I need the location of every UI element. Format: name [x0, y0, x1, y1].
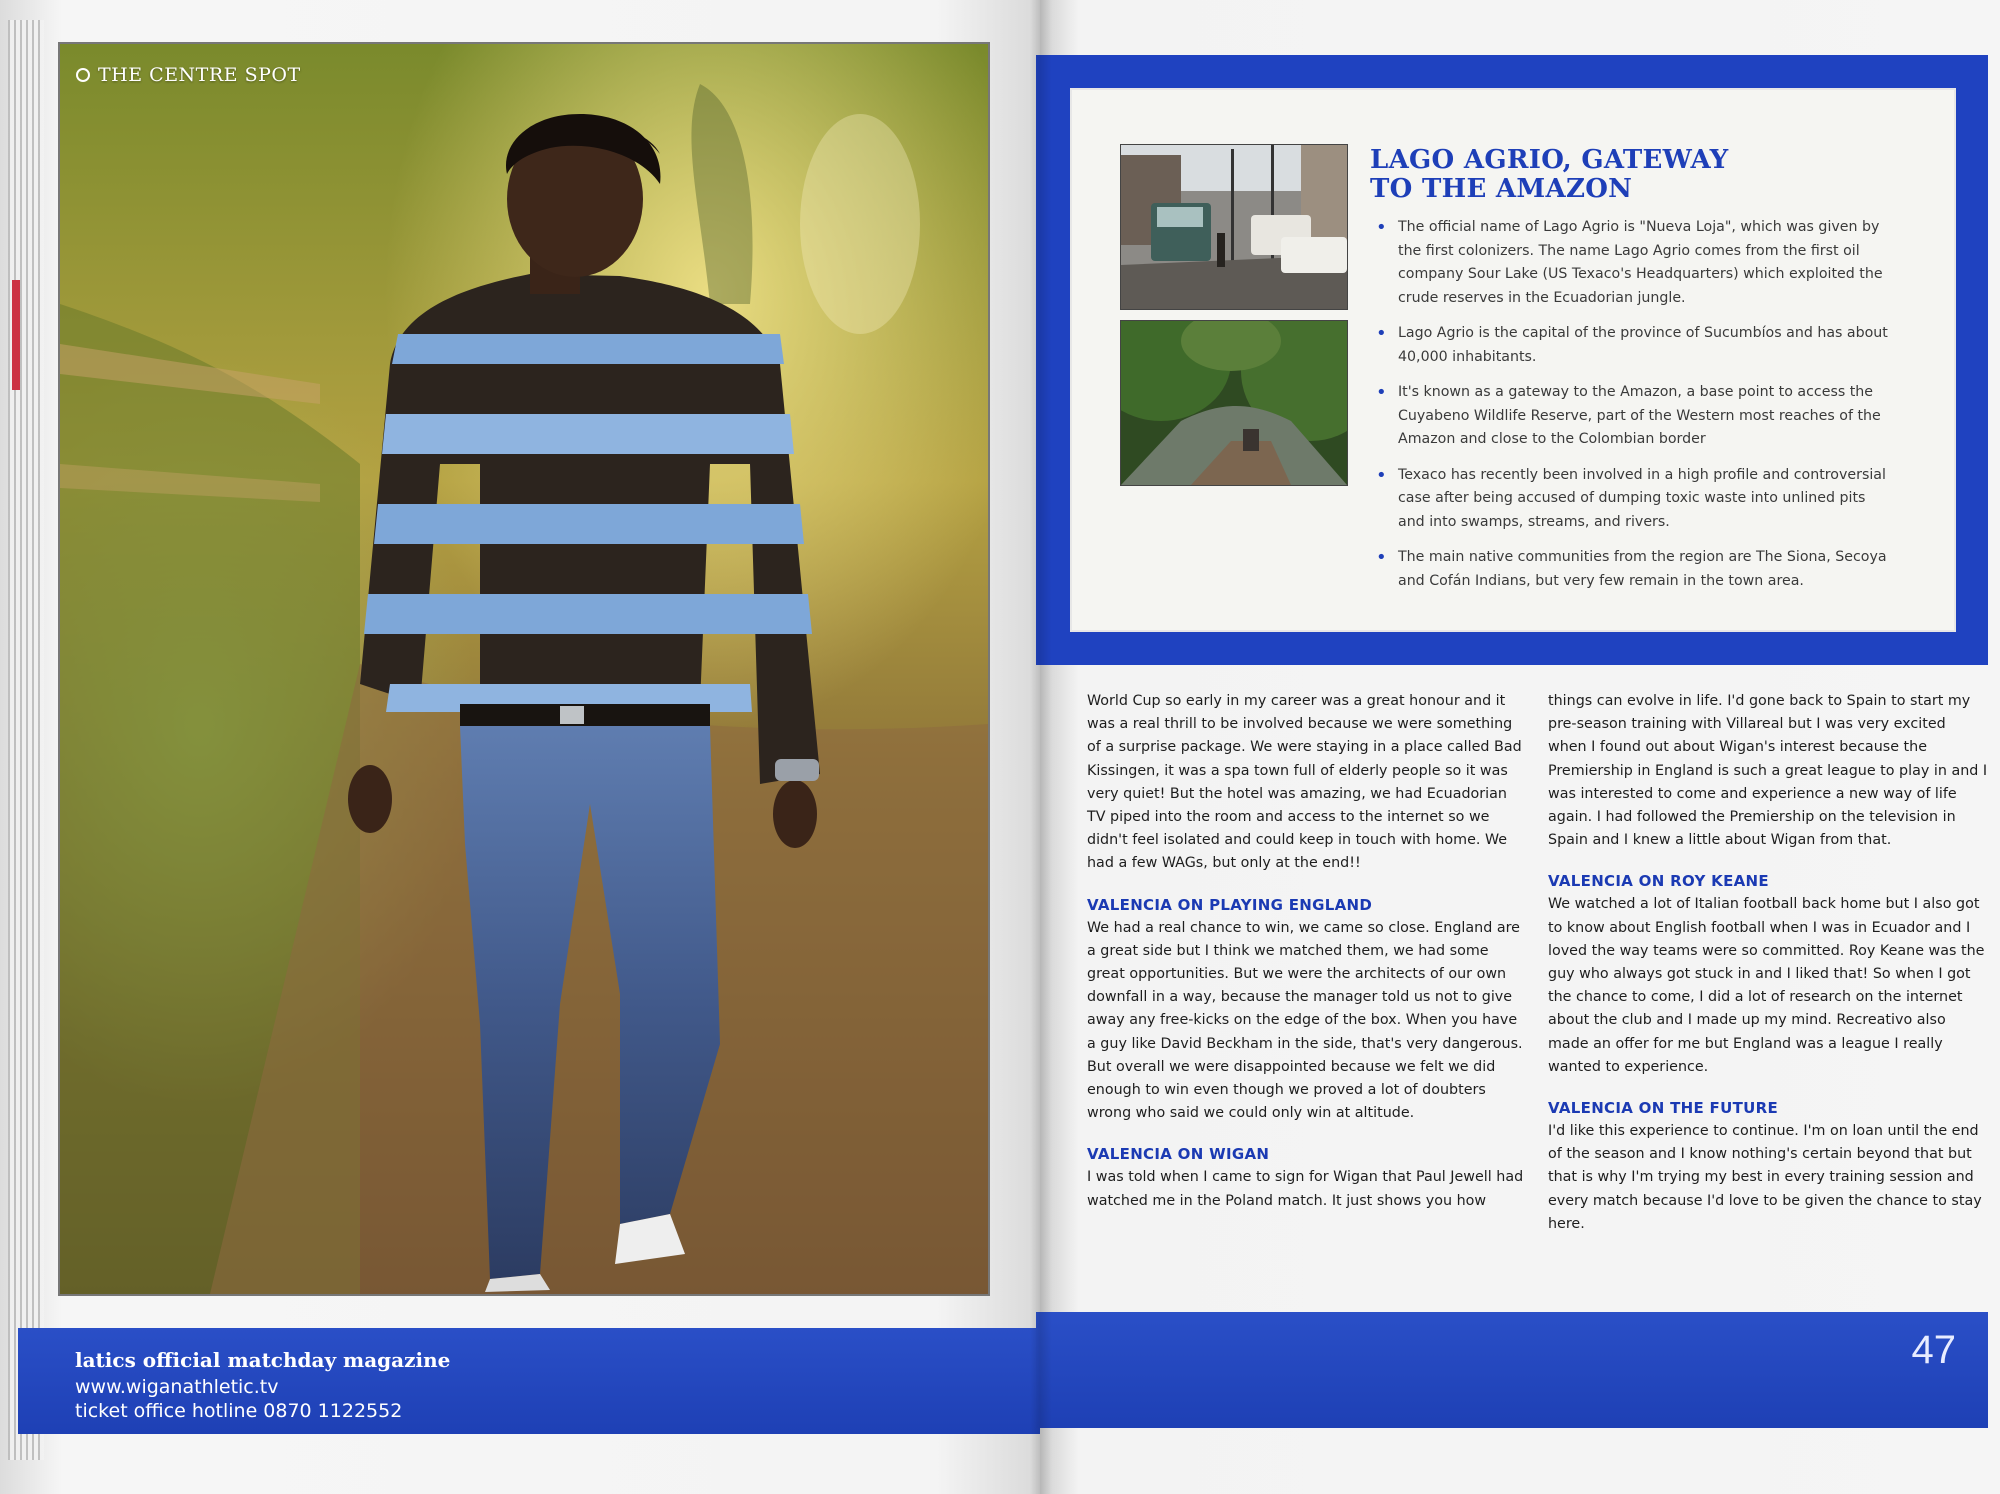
river-photo-illustration: [1121, 321, 1347, 485]
article-intro: World Cup so early in my career was a great honour and it was a real thrill to be involved because we were something of a surprise package. We were staying in a place called Bad Kissingen, it was a spa town full of elderly people so it was very quiet! But the hotel was amazing, we had Ecuadorian TV piped into the room and access to the internet so we didn't feel isolated and could keep in touch with home. We had a few WAGs, but only at the end!!: [1087, 693, 1522, 872]
info-box-title-line-1: LAGO AGRIO, GATEWAY: [1370, 145, 1729, 175]
left-footer-bar: [18, 1328, 1040, 1434]
website-url: www.wiganathletic.tv: [75, 1376, 279, 1398]
info-box-title: [1370, 146, 1850, 204]
street-photo: [1120, 144, 1348, 310]
page-edge-stack: [8, 20, 44, 1460]
keane-paragraph: We watched a lot of Italian football back home but I also got to know about English football when I was in Ecuador and I loved the way teams were so committed. Roy Keane was the guy who always got stuck in and I liked that! So when I got the chance to come, I did a lot of research on the internet about the club and I made up my mind. Recreativo also made an offer for me but England was a league I really wanted to experience.: [1548, 896, 1985, 1075]
facts-list: [1376, 216, 1896, 605]
england-paragraph: We had a real chance to win, we came so close. England are a great side but I think we matched them, we had some great opportunities. But we were the architects of our own downfall in a way, because the manager told us not to give away any free-kicks on the edge of the box. When you have a guy like David Beckham in the side, that's very dangerous. But overall we were disappointed because we felt we did enough to win even though we proved a lot of doubters wrong who said we could only win at altitude.: [1087, 919, 1523, 1122]
fact-item: • It's known as a gateway to the Amazon, a base point to access the Cuyabeno Wildlife Reserve, part of the Western most reaches of the Amazon and close to the Colombian border: [1398, 381, 1896, 452]
fact-item: • Texaco has recently been involved in a high profile and controversial case after being accused of dumping toxic waste into unlined pits and into swamps, streams, and rivers.: [1398, 464, 1896, 535]
street-photo-illustration: [1121, 145, 1347, 309]
fact-item: • Lago Agrio is the capital of the province of Sucumbíos and has about 40,000 inhabitants.: [1398, 322, 1896, 369]
future-paragraph: I'd like this experience to continue. I'm on loan until the end of the season and I know nothing's certain beyond that but that is why I'm trying my best in every training session and every match because I'd love to be given the chance to stay here.: [1548, 1123, 1982, 1232]
page-edge-tab: [12, 280, 20, 390]
wigan-paragraph-continued: things can evolve in life. I'd gone back to Spain to start my pre-season training with Villareal but I was very excited when I found out about Wigan's interest because the Premiership in England is such a great league to play in and I was interested to come and experience a new way of life again. I had followed the Premiership on the television in Spain and I knew a little about Wigan from that.: [1548, 693, 1988, 849]
page-number: 47: [1911, 1328, 1956, 1372]
fact-item: • The main native communities from the region are The Siona, Secoya and Cofán Indians, but very few remain in the town area.: [1398, 546, 1896, 593]
keane-heading: VALENCIA ON ROY KEANE: [1548, 872, 1769, 891]
magazine-name: latics official matchday magazine: [75, 1348, 451, 1372]
section-label-text: THE CENTRE SPOT: [98, 64, 301, 86]
wigan-heading: VALENCIA ON WIGAN: [1087, 1145, 1270, 1164]
article-column-2: [1548, 690, 1988, 1236]
section-label: [76, 64, 301, 86]
player-photo: [58, 42, 990, 1296]
wigan-paragraph: I was told when I came to sign for Wigan that Paul Jewell had watched me in the Poland match. It just shows you how: [1087, 1169, 1524, 1209]
article-column-1: [1087, 690, 1527, 1213]
player-photo-illustration: [60, 44, 988, 1294]
fact-item: • The official name of Lago Agrio is "Nueva Loja", which was given by the first colonizers. The name Lago Agrio comes from the first oil company Sour Lake (US Texaco's Headquarters) which exploited the crude reserves in the Ecuadorian jungle.: [1398, 216, 1896, 310]
future-heading: VALENCIA ON THE FUTURE: [1548, 1099, 1778, 1118]
circle-icon: [76, 68, 90, 82]
england-heading: VALENCIA ON PLAYING ENGLAND: [1087, 895, 1373, 914]
ticket-hotline: ticket office hotline 0870 1122552: [75, 1400, 403, 1422]
right-footer-bar: [1036, 1312, 1988, 1428]
river-photo: [1120, 320, 1348, 486]
info-box-title-line-2: TO THE AMAZON: [1370, 174, 1633, 204]
